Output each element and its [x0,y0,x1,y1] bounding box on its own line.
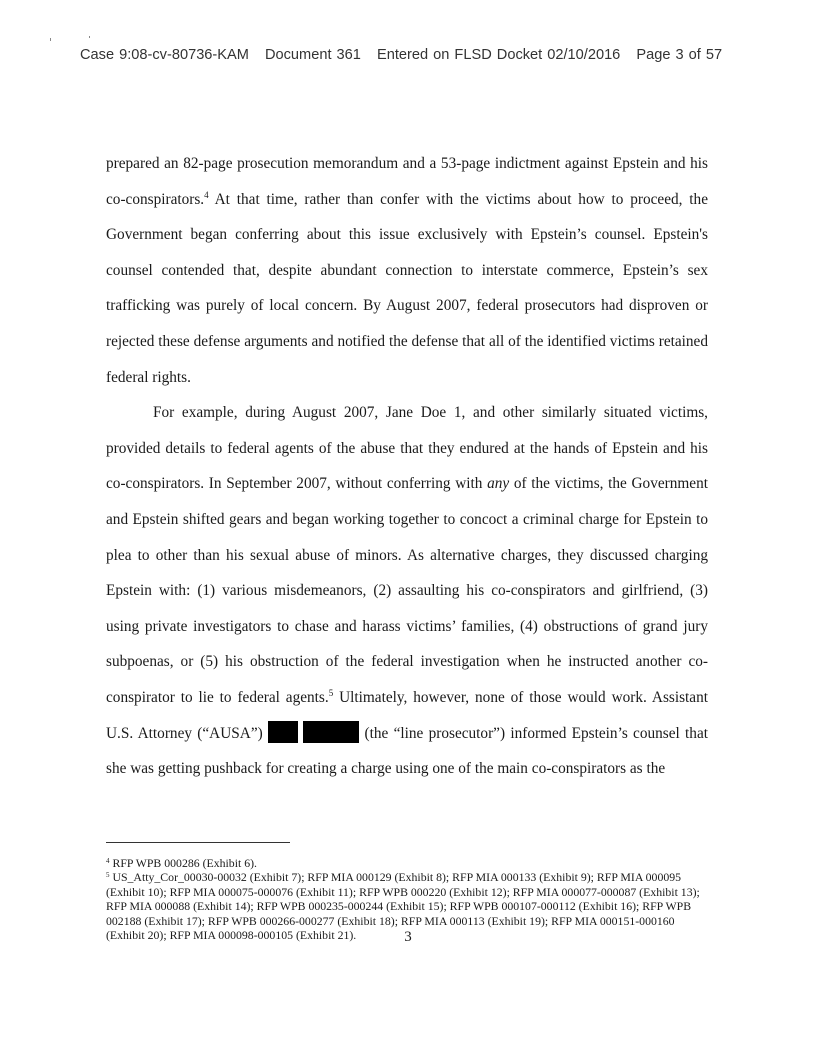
page-count: Page 3 of 57 [636,47,723,63]
paragraph: prepared an 82-page prosecution memorandum and a 53-page indictment against Epstein and his co-conspirators.$^4$ At that time, rather than confer with the victims about how to proceed, the Government began conferring about this issue exclusively with Epstein’s counsel. Epstein's counsel contended that, despite abundant connection to interstate commerce, Epstein’s sex trafficking was purely of local concern. By August 2007, federal prosecutors had disproven or rejected these defense arguments and notified the defense that all of the identified victims retained federal rights. [106,155,708,386]
docket-header [80,47,740,63]
redaction-box [268,721,298,743]
case-number: Case 9:08-cv-80736-KAM [80,47,249,63]
paragraph: For example, during August 2007, Jane Doe 1, and other similarly situated victims, provided details to federal agents of the abuse that they endured at the hands of Epstein and his co-conspirators. In September 2007, without conferring with any of the victims, the Government and Epstein shifted gears and began working together to concoct a criminal charge for Epstein to plea to other than his sexual abuse of minors. As alternative charges, they discussed charging Epstein with: (1) various misdemeanors, (2) assaulting his co-conspirators and girlfriend, (3) using private investigators to chase and harass victims’ families, (4) obstructions of grand jury subpoenas, or (5) his obstruction of the federal investigation when he instructed another co-conspirator to lie to federal agents.$^5$ Ultimately, however, none of those would work. Assistant U.S. Attorney (“AUSA”) (the “line prosecutor”) informed Epstein’s counsel that she was getting pushback for creating a charge using one of the main co-conspirators as the [106,404,708,778]
document-body [106,146,708,787]
docket-entry: Entered on FLSD Docket 02/10/2016 [376,47,621,63]
footnote-ref: 4 [204,189,209,200]
emphasis: any [487,475,510,493]
document-number: Document 361 [264,47,361,63]
redaction-box [303,721,359,743]
scan-mark [50,38,51,41]
scan-mark [89,36,90,38]
footnote-ref: 5 [328,687,334,698]
page-number: 3 [404,929,412,945]
footnote-5: $^5$ US_Atty_Cor_00030-00032 (Exhibit 7); RFP MIA 000129 (Exhibit 8); RFP MIA 000133 (Exhibit 9); RFP MIA 000095 (Exhibit 10); RFP MIA 000075-000076 (Exhibit 11); RFP WPB 000220 (Exhibit 12); RFP MIA 000077-000087 (Exhibit 13); RFP MIA 000088 (Exhibit 14); RFP WPB 000235-000244 (Exhibit 15); RFP WPB 000107-000112 (Exhibit 16); RFP WPB 002188 (Exhibit 17); RFP WPB 000266-000277 (Exhibit 18); RFP MIA 000113 (Exhibit 19); RFP MIA 000151-000160 (Exhibit 20); RFP MIA 000098-000105 (Exhibit 21). [106,870,700,943]
footnote-divider [106,842,290,843]
footnote-4: $^4$ RFP WPB 000286 (Exhibit 6). [106,856,257,870]
